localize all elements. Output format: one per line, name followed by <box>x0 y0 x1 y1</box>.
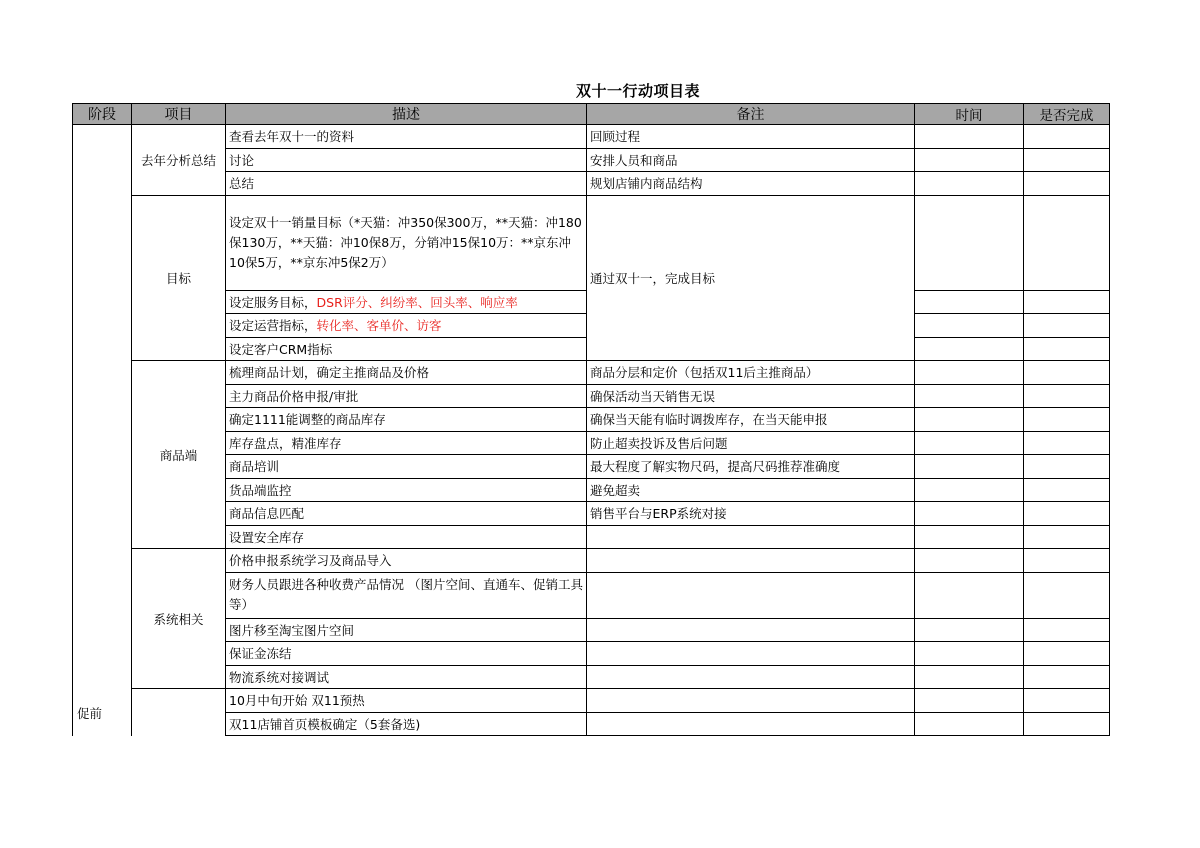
desc-cell[interactable]: 商品信息匹配 <box>226 502 587 526</box>
note-cell[interactable] <box>587 618 915 642</box>
done-cell[interactable] <box>1024 337 1110 361</box>
time-cell[interactable] <box>915 525 1024 549</box>
header-note[interactable]: 备注 <box>587 104 915 125</box>
table-row <box>73 195 1110 290</box>
time-cell[interactable] <box>915 455 1024 479</box>
table-row <box>73 148 1110 172</box>
desc-cell[interactable]: 讨论 <box>226 148 587 172</box>
table-row <box>73 384 1110 408</box>
note-cell[interactable]: 防止超卖投诉及售后问题 <box>587 431 915 455</box>
done-cell[interactable] <box>1024 195 1110 290</box>
desc-cell[interactable]: 10月中旬开始 双11预热 <box>226 689 587 713</box>
table-row <box>73 572 1110 618</box>
header-item[interactable]: 项目 <box>132 104 226 125</box>
desc-cell[interactable]: 梳理商品计划，确定主推商品及价格 <box>226 361 587 385</box>
table-row <box>73 665 1110 689</box>
time-cell[interactable] <box>915 337 1024 361</box>
desc-cell[interactable]: 财务人员跟进各种收费产品情况 （图片空间、直通车、促销工具等） <box>226 572 587 618</box>
header-desc[interactable]: 描述 <box>226 104 587 125</box>
header-done[interactable]: 是否完成 <box>1024 104 1110 125</box>
note-cell[interactable] <box>587 689 915 713</box>
done-cell[interactable] <box>1024 642 1110 666</box>
done-cell[interactable] <box>1024 665 1110 689</box>
time-cell[interactable] <box>915 408 1024 432</box>
table-row <box>73 125 1110 149</box>
note-cell[interactable] <box>587 549 915 573</box>
desc-highlight-text: 转化率、客单价、访客 <box>316 318 442 334</box>
header-time[interactable]: 时间 <box>915 104 1024 125</box>
done-cell[interactable] <box>1024 408 1110 432</box>
time-cell[interactable] <box>915 502 1024 526</box>
done-cell[interactable] <box>1024 618 1110 642</box>
desc-text: 设定运营指标， <box>229 318 317 334</box>
note-cell[interactable]: 确保活动当天销售无误 <box>587 384 915 408</box>
header-row <box>73 104 1110 125</box>
note-cell[interactable]: 规划店铺内商品结构 <box>587 172 915 196</box>
desc-cell[interactable]: 双11店铺首页模板确定（5套备选) <box>226 712 587 736</box>
done-cell[interactable] <box>1024 455 1110 479</box>
done-cell[interactable] <box>1024 549 1110 573</box>
time-cell[interactable] <box>915 195 1024 290</box>
table-row <box>73 642 1110 666</box>
desc-cell[interactable]: 价格申报系统学习及商品导入 <box>226 549 587 573</box>
note-cell[interactable]: 商品分层和定价（包括双11后主推商品） <box>587 361 915 385</box>
desc-cell[interactable]: 设定双十一销量目标（*天猫：冲350保300万，**天猫：冲180保130万，**天猫：冲10保8万，分销冲15保10万：**京东冲10保5万，**京东冲5保2万） <box>226 195 587 290</box>
note-cell-goals[interactable]: 通过双十一，完成目标 <box>587 195 915 361</box>
time-cell[interactable] <box>915 125 1024 149</box>
desc-cell[interactable] <box>226 314 587 338</box>
note-cell[interactable]: 确保当天能有临时调拨库存，在当天能申报 <box>587 408 915 432</box>
time-cell[interactable] <box>915 665 1024 689</box>
done-cell[interactable] <box>1024 572 1110 618</box>
table-row <box>73 455 1110 479</box>
note-cell[interactable]: 安排人员和商品 <box>587 148 915 172</box>
table-row <box>73 408 1110 432</box>
done-cell[interactable] <box>1024 314 1110 338</box>
desc-cell[interactable]: 物流系统对接调试 <box>226 665 587 689</box>
desc-highlight-text: DSR评分、纠纷率、回头率、响应率 <box>316 294 518 310</box>
desc-cell[interactable]: 图片移至淘宝图片空间 <box>226 618 587 642</box>
desc-cell[interactable]: 商品培训 <box>226 455 587 479</box>
note-cell[interactable]: 最大程度了解实物尺码，提高尺码推荐准确度 <box>587 455 915 479</box>
desc-cell[interactable]: 货品端监控 <box>226 478 587 502</box>
note-cell[interactable] <box>587 525 915 549</box>
table-row <box>73 618 1110 642</box>
sheet-title: 双十一行动项目表 <box>575 82 700 100</box>
done-cell[interactable] <box>1024 525 1110 549</box>
note-cell[interactable] <box>587 665 915 689</box>
time-cell[interactable] <box>915 549 1024 573</box>
time-cell[interactable] <box>915 689 1024 713</box>
time-cell[interactable] <box>915 712 1024 736</box>
table-row <box>73 712 1110 736</box>
time-cell[interactable] <box>915 314 1024 338</box>
table-row <box>73 525 1110 549</box>
done-cell[interactable] <box>1024 125 1110 149</box>
note-cell[interactable]: 回顾过程 <box>587 125 915 149</box>
done-cell[interactable] <box>1024 361 1110 385</box>
done-cell[interactable] <box>1024 290 1110 314</box>
action-plan-table <box>72 103 1110 736</box>
desc-cell[interactable]: 查看去年双十一的资料 <box>226 125 587 149</box>
desc-cell[interactable]: 设置安全库存 <box>226 525 587 549</box>
time-cell[interactable] <box>915 642 1024 666</box>
desc-cell[interactable]: 设定客户CRM指标 <box>226 337 587 361</box>
time-cell[interactable] <box>915 148 1024 172</box>
item-cell-goals[interactable]: 目标 <box>132 195 226 361</box>
table-row <box>73 431 1110 455</box>
done-cell[interactable] <box>1024 384 1110 408</box>
done-cell[interactable] <box>1024 712 1110 736</box>
time-cell[interactable] <box>915 290 1024 314</box>
desc-cell[interactable]: 库存盘点，精准库存 <box>226 431 587 455</box>
table-row <box>73 549 1110 573</box>
item-cell-last-year-review[interactable]: 去年分析总结 <box>132 125 226 196</box>
note-cell[interactable]: 避免超卖 <box>587 478 915 502</box>
done-cell[interactable] <box>1024 172 1110 196</box>
time-cell[interactable] <box>915 384 1024 408</box>
note-cell[interactable] <box>587 572 915 618</box>
done-cell[interactable] <box>1024 689 1110 713</box>
desc-cell[interactable] <box>226 290 587 314</box>
time-cell[interactable] <box>915 618 1024 642</box>
time-cell[interactable] <box>915 361 1024 385</box>
header-stage[interactable]: 阶段 <box>73 104 132 125</box>
done-cell[interactable] <box>1024 148 1110 172</box>
table-row <box>73 172 1110 196</box>
desc-cell[interactable]: 总结 <box>226 172 587 196</box>
desc-cell[interactable]: 主力商品价格申报/审批 <box>226 384 587 408</box>
note-cell[interactable] <box>587 642 915 666</box>
time-cell[interactable] <box>915 431 1024 455</box>
note-cell[interactable] <box>587 712 915 736</box>
time-cell[interactable] <box>915 172 1024 196</box>
item-cell-products[interactable]: 商品端 <box>132 361 226 549</box>
table-row <box>73 361 1110 385</box>
time-cell[interactable] <box>915 572 1024 618</box>
desc-text: 设定服务目标， <box>229 294 317 310</box>
note-cell[interactable]: 销售平台与ERP系统对接 <box>587 502 915 526</box>
table-row <box>73 478 1110 502</box>
done-cell[interactable] <box>1024 502 1110 526</box>
table-row <box>73 689 1110 713</box>
item-cell-preheat[interactable] <box>132 689 226 736</box>
stage-cell[interactable]: 促前 <box>73 125 132 736</box>
item-cell-systems[interactable]: 系统相关 <box>132 549 226 689</box>
desc-cell[interactable]: 确定1111能调整的商品库存 <box>226 408 587 432</box>
table-row <box>73 502 1110 526</box>
done-cell[interactable] <box>1024 478 1110 502</box>
time-cell[interactable] <box>915 478 1024 502</box>
done-cell[interactable] <box>1024 431 1110 455</box>
desc-cell[interactable]: 保证金冻结 <box>226 642 587 666</box>
